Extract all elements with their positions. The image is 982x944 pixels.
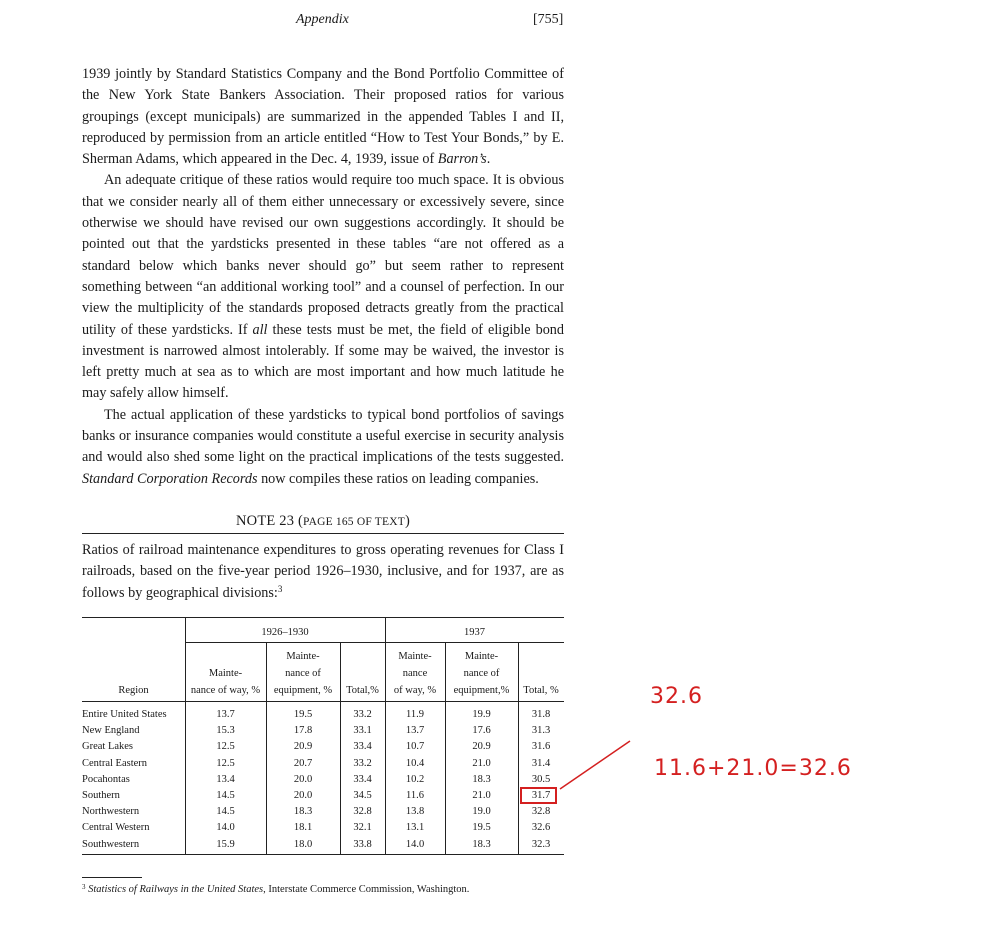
value-cell: 20.0	[293, 790, 313, 801]
value-cell: 18.3	[472, 838, 491, 850]
value-cell: 30.5	[531, 773, 551, 785]
note-text: Ratios of railroad maintenance expenditures to gross operating revenues for Class I railroads, based on the five-year period 1926–1930, inclusive, and for 1937, are as follows by geographical divisions:$^3$	[82, 542, 564, 601]
value-cell: 14.5	[216, 790, 235, 801]
annotation-arrow	[550, 735, 634, 797]
value-cell: 12.5	[216, 741, 235, 753]
value-cell: 32.6	[531, 822, 551, 834]
footnote-rule	[82, 877, 142, 878]
table-row	[82, 837, 564, 853]
value-cell: 33.2	[353, 709, 372, 720]
col-header-region: Region	[118, 685, 149, 696]
value-cell: 14.5	[216, 806, 235, 818]
value-cell: 33.2	[353, 757, 372, 769]
paragraph: The actual application of these yardsticks to typical bond portfolios of savings banks or insurance companies would constitute a useful exercise in security analysis and would also shed some light on the practical implications of the tests suggested. Standard Corporation Records now compiles these ratios on leading companies.	[82, 406, 564, 487]
table-bottom-rule	[82, 854, 564, 855]
annotation-calculation: 11.6+21.0=32.6	[654, 756, 852, 781]
annotation-value: 32.6	[650, 684, 703, 709]
col-header-equipment-1926: Mainte- nance of equipment, %	[273, 651, 333, 696]
value-cell: 17.8	[293, 725, 313, 737]
value-cell: 18.3	[472, 773, 491, 785]
paragraph: An adequate critique of these ratios would require too much space. It is obvious that we consider nearly all of them either unnecessary or excessively severe, since otherwise we should have revised our own suggestions accordingly. It should be pointed out that the yardsticks presented in these tables “are not offered as a standard below which banks never should go” but seem rather to represent something between “an additional working tool” and a counsel of perfection. In our view the multiplicity of the standards proposed detracts greatly from the practical utility of these yardsticks. If all these tests must be met, the field of eligible bond investment is narrowed almost intolerably. If some may be waived, the investor is left pretty much at sea as to which are most important and how much latitude he may safely allow himself.	[82, 172, 564, 402]
table-row	[82, 739, 564, 755]
note-title: NOTE 23 (PAGE 165 OF TEXT)	[236, 513, 410, 529]
table-row	[82, 820, 564, 836]
header-bottom-rule	[82, 701, 564, 702]
footnote: $^3$ Statistics of Railways in the United States, Interstate Commerce Commission, Washington.	[82, 883, 470, 895]
value-cell: 31.6	[531, 741, 551, 753]
value-cell: 20.9	[472, 741, 491, 753]
value-cell: 32.3	[531, 838, 551, 850]
value-cell: 10.2	[405, 773, 425, 785]
value-cell: 19.0	[472, 806, 491, 818]
value-cell: 18.0	[293, 838, 313, 850]
region-cell: Great Lakes	[82, 741, 134, 753]
value-cell: 11.6	[406, 790, 424, 801]
value-cell: 14.0	[216, 822, 235, 834]
group-header-1926-1930: 1926–1930	[261, 627, 309, 638]
value-cell: 13.1	[405, 822, 425, 834]
value-cell: 33.4	[353, 741, 372, 753]
value-cell: 21.0	[472, 790, 491, 801]
value-cell: 31.3	[531, 725, 551, 737]
value-cell: 10.4	[405, 757, 425, 769]
value-cell: 20.7	[293, 757, 313, 769]
table-row	[82, 756, 564, 772]
group-header-rule	[185, 642, 564, 643]
running-header-title: Appendix	[296, 12, 349, 27]
table-row	[82, 788, 564, 804]
region-cell: Entire United States	[82, 709, 167, 720]
note-title-rule	[82, 533, 564, 534]
table-row	[82, 723, 564, 739]
paragraph: 1939 jointly by Standard Statistics Company and the Bond Portfolio Committee of the New York State Bankers Association. Their proposed ratios for various groupings (except municipals) are summarized in the appended Tables I and II, reproduced by permission from an article entitled “How to Test Your Bonds,” by E. Sherman Adams, which appeared in the Dec. 4, 1939, issue of Barron’s.	[82, 66, 564, 168]
value-cell: 34.5	[353, 790, 372, 801]
value-cell: 13.7	[405, 725, 425, 737]
col-header-equipment-1937: Mainte- nance of equipment,%	[453, 651, 510, 696]
body-text	[82, 64, 564, 490]
value-cell: 33.8	[353, 838, 372, 850]
region-cell: Northwestern	[82, 806, 140, 818]
value-cell: 11.9	[406, 709, 424, 720]
value-cell: 15.3	[216, 725, 235, 737]
value-cell: 21.0	[472, 757, 491, 769]
col-header-total-1926: Total,%	[346, 685, 379, 696]
value-cell: 20.0	[293, 773, 313, 785]
maintenance-ratio-table	[82, 617, 564, 855]
col-header-way-1937: Mainte- nance of way, %	[393, 651, 437, 696]
table-row	[82, 804, 564, 820]
region-cell: Pocahontas	[82, 773, 130, 785]
value-cell: 18.3	[293, 806, 313, 818]
value-cell: 17.6	[472, 725, 491, 737]
value-cell: 31.7	[531, 790, 551, 801]
value-cell: 20.9	[293, 741, 313, 753]
region-cell: Central Western	[82, 822, 150, 834]
value-cell: 32.1	[353, 822, 372, 834]
value-cell: 18.1	[293, 822, 313, 834]
value-cell: 15.9	[216, 838, 235, 850]
value-cell: 32.8	[353, 806, 372, 818]
region-cell: New England	[82, 725, 140, 737]
group-header-1937: 1937	[464, 627, 485, 638]
value-cell: 33.4	[353, 773, 372, 785]
region-cell: Central Eastern	[82, 757, 148, 769]
value-cell: 13.4	[216, 773, 235, 785]
value-cell: 31.8	[531, 709, 551, 720]
value-cell: 32.8	[531, 806, 551, 818]
value-cell: 13.8	[405, 806, 425, 818]
table-row	[82, 772, 564, 788]
value-cell: 12.5	[216, 757, 235, 769]
value-cell: 10.7	[405, 741, 425, 753]
value-cell: 19.5	[293, 709, 313, 720]
value-cell: 14.0	[405, 838, 425, 850]
value-cell: 33.1	[353, 725, 372, 737]
table-row	[82, 707, 564, 723]
col-header-way-1926: Mainte- nance of way, %	[190, 668, 261, 696]
value-cell: 19.5	[472, 822, 491, 834]
region-cell: Southwestern	[82, 838, 140, 850]
region-cell: Southern	[82, 790, 120, 801]
value-cell: 19.9	[472, 709, 491, 720]
col-header-total-1937: Total, %	[523, 685, 559, 696]
value-cell: 13.7	[216, 709, 235, 720]
page-number: [755]	[533, 12, 564, 27]
table-top-rule	[82, 617, 564, 618]
value-cell: 31.4	[531, 757, 551, 769]
